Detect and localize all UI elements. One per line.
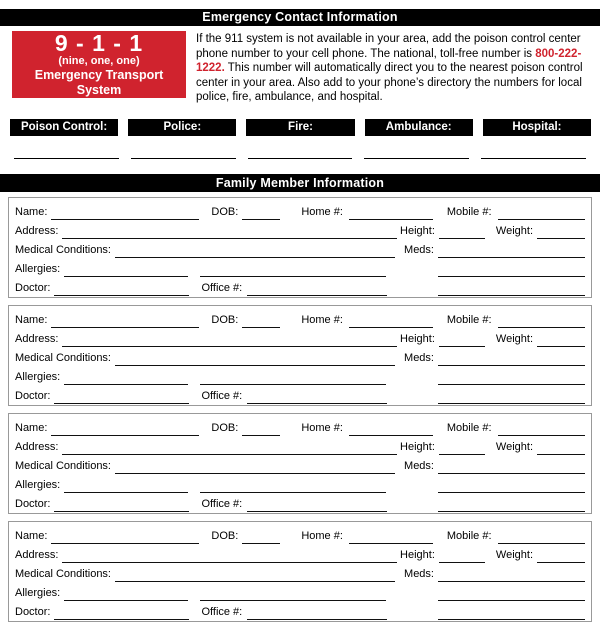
row-spacer [386, 584, 438, 603]
dob-label: DOB: [211, 313, 239, 326]
allergies-label: Allergies: [15, 370, 61, 383]
dob-label: DOB: [211, 529, 239, 542]
weight-writein-line[interactable] [537, 454, 585, 455]
label-fire: Fire: [246, 119, 354, 136]
911-spelled-out: (nine, one, one) [58, 55, 140, 67]
allergies-writein-line-2[interactable] [200, 600, 386, 601]
meds-continuation-line-2[interactable] [438, 295, 585, 296]
dob-writein-line[interactable] [242, 219, 280, 220]
ambulance-writein-line[interactable] [364, 158, 469, 159]
meds-continuation-line-1[interactable] [438, 600, 585, 601]
home-phone-writein-line[interactable] [349, 327, 433, 328]
poison-control-writein-line[interactable] [14, 158, 119, 159]
family-member-box [8, 197, 592, 298]
meds-writein-line[interactable] [438, 257, 585, 258]
allergies-label: Allergies: [15, 586, 61, 599]
member-row-medical [15, 457, 585, 476]
intro-text-before: If the 911 system is not available in your area, add the poison control center phone number to your cell phone. The national, toll-free number is [196, 33, 581, 60]
office-phone-label: Office #: [201, 497, 243, 510]
allergies-writein-line[interactable] [64, 600, 188, 601]
meds-continuation-line-2[interactable] [438, 511, 585, 512]
member-row-allergies [15, 368, 585, 387]
address-writein-line[interactable] [62, 238, 397, 239]
doctor-writein-line[interactable] [54, 619, 189, 620]
weight-writein-line[interactable] [537, 562, 585, 563]
allergies-writein-line-2[interactable] [200, 384, 386, 385]
family-member-header-bar [0, 174, 600, 192]
name-writein-line[interactable] [51, 543, 199, 544]
allergies-writein-line-2[interactable] [200, 492, 386, 493]
home-phone-label: Home #: [301, 313, 343, 326]
meds-writein-line[interactable] [438, 473, 585, 474]
home-phone-label: Home #: [301, 529, 343, 542]
medical-conditions-label: Medical Conditions: [15, 567, 111, 580]
medical-conditions-writein-line[interactable] [115, 581, 395, 582]
doctor-label: Doctor: [15, 605, 51, 618]
meds-label: Meds: [404, 567, 434, 580]
office-phone-writein-line[interactable] [247, 403, 387, 404]
name-label: Name: [15, 529, 48, 542]
doctor-label: Doctor: [15, 281, 51, 294]
meds-continuation-line-1[interactable] [438, 384, 585, 385]
height-label: Height: [400, 224, 435, 237]
intro-text-after: This number will automatically direct you to the nearest poison control center in your area. Also add to your phone’s directory the numbers for local police, fire, ambulance, and hospital. [196, 62, 583, 104]
doctor-writein-line[interactable] [54, 403, 189, 404]
family-member-box [8, 413, 592, 514]
weight-label: Weight: [495, 332, 533, 345]
member-row-doctor [15, 279, 585, 298]
family-member-box [8, 305, 592, 406]
allergies-writein-line-2[interactable] [200, 276, 386, 277]
member-row-allergies [15, 476, 585, 495]
height-writein-line[interactable] [439, 346, 485, 347]
member-row-name [15, 419, 585, 438]
mobile-phone-writein-line[interactable] [498, 219, 585, 220]
office-phone-label: Office #: [201, 281, 243, 294]
dob-label: DOB: [211, 205, 239, 218]
address-label: Address: [15, 224, 59, 237]
label-ambulance: Ambulance: [365, 119, 473, 136]
office-phone-writein-line[interactable] [247, 511, 387, 512]
mobile-phone-label: Mobile #: [446, 313, 492, 326]
meds-writein-line[interactable] [438, 365, 585, 366]
doctor-writein-line[interactable] [54, 511, 189, 512]
family-member-sections [0, 197, 600, 622]
name-label: Name: [15, 205, 48, 218]
member-row-medical [15, 565, 585, 584]
member-row-address [15, 330, 585, 349]
emergency-contacts-label-row [0, 119, 600, 136]
name-label: Name: [15, 421, 48, 434]
height-label: Height: [400, 440, 435, 453]
home-phone-writein-line[interactable] [349, 543, 433, 544]
row-spacer [387, 387, 438, 406]
emergency-contact-header-bar [0, 9, 600, 26]
allergies-writein-line[interactable] [64, 492, 188, 493]
dob-label: DOB: [211, 421, 239, 434]
allergies-writein-line[interactable] [64, 384, 188, 385]
dob-writein-line[interactable] [242, 543, 280, 544]
home-phone-label: Home #: [301, 205, 343, 218]
height-label: Height: [400, 332, 435, 345]
mobile-phone-writein-line[interactable] [498, 435, 585, 436]
member-row-address [15, 546, 585, 565]
meds-continuation-line-2[interactable] [438, 619, 585, 620]
height-label: Height: [400, 548, 435, 561]
name-writein-line[interactable] [51, 435, 199, 436]
name-label: Name: [15, 313, 48, 326]
doctor-label: Doctor: [15, 497, 51, 510]
meds-label: Meds: [404, 459, 434, 472]
member-row-allergies [15, 260, 585, 279]
member-row-name [15, 203, 585, 222]
allergies-label: Allergies: [15, 478, 61, 491]
address-writein-line[interactable] [62, 346, 397, 347]
intro-section [0, 31, 600, 105]
medical-conditions-writein-line[interactable] [115, 257, 395, 258]
allergies-writein-line[interactable] [64, 276, 188, 277]
medical-conditions-writein-line[interactable] [115, 365, 395, 366]
office-phone-label: Office #: [201, 389, 243, 402]
label-police: Police: [128, 119, 236, 136]
address-writein-line[interactable] [62, 562, 397, 563]
meds-continuation-line-1[interactable] [438, 276, 585, 277]
meds-label: Meds: [404, 351, 434, 364]
meds-continuation-line-1[interactable] [438, 492, 585, 493]
address-writein-line[interactable] [62, 454, 397, 455]
weight-label: Weight: [495, 224, 533, 237]
label-poison-control: Poison Control: [10, 119, 118, 136]
meds-writein-line[interactable] [438, 581, 585, 582]
medical-conditions-label: Medical Conditions: [15, 243, 111, 256]
dob-writein-line[interactable] [242, 327, 280, 328]
medical-conditions-writein-line[interactable] [115, 473, 395, 474]
member-row-allergies [15, 584, 585, 603]
allergies-label: Allergies: [15, 262, 61, 275]
911-caption: Emergency Transport System [34, 68, 164, 97]
member-row-doctor [15, 387, 585, 406]
mobile-phone-label: Mobile #: [446, 421, 492, 434]
home-phone-label: Home #: [301, 421, 343, 434]
row-spacer [387, 603, 438, 622]
meds-label: Meds: [404, 243, 434, 256]
emergency-contact-title: Emergency Contact Information [202, 10, 398, 24]
police-writein-line[interactable] [131, 158, 236, 159]
row-spacer [386, 260, 438, 279]
home-phone-writein-line[interactable] [349, 435, 433, 436]
row-spacer [387, 495, 438, 514]
fire-writein-line[interactable] [248, 158, 353, 159]
name-writein-line[interactable] [51, 219, 199, 220]
weight-writein-line[interactable] [537, 346, 585, 347]
weight-writein-line[interactable] [537, 238, 585, 239]
doctor-writein-line[interactable] [54, 295, 189, 296]
height-writein-line[interactable] [439, 238, 485, 239]
medical-conditions-label: Medical Conditions: [15, 459, 111, 472]
height-writein-line[interactable] [439, 562, 485, 563]
home-phone-writein-line[interactable] [349, 219, 433, 220]
height-writein-line[interactable] [439, 454, 485, 455]
mobile-phone-label: Mobile #: [446, 205, 492, 218]
911-number: 9 - 1 - 1 [54, 30, 144, 56]
office-phone-label: Office #: [201, 605, 243, 618]
address-label: Address: [15, 548, 59, 561]
intro-paragraph [196, 31, 588, 105]
member-row-address [15, 222, 585, 241]
family-member-title: Family Member Information [215, 175, 385, 190]
dob-writein-line[interactable] [242, 435, 280, 436]
member-row-address [15, 438, 585, 457]
doctor-label: Doctor: [15, 389, 51, 402]
name-writein-line[interactable] [51, 327, 199, 328]
family-member-box [8, 521, 592, 622]
row-spacer [386, 476, 438, 495]
medical-conditions-label: Medical Conditions: [15, 351, 111, 364]
mobile-phone-writein-line[interactable] [498, 327, 585, 328]
meds-continuation-line-2[interactable] [438, 403, 585, 404]
911-callout-box [12, 31, 186, 98]
address-label: Address: [15, 332, 59, 345]
mobile-phone-label: Mobile #: [446, 529, 492, 542]
row-spacer [387, 279, 438, 298]
row-spacer [386, 368, 438, 387]
member-row-medical [15, 349, 585, 368]
member-row-medical [15, 241, 585, 260]
mobile-phone-writein-line[interactable] [498, 543, 585, 544]
address-label: Address: [15, 440, 59, 453]
weight-label: Weight: [495, 548, 533, 561]
office-phone-writein-line[interactable] [247, 619, 387, 620]
member-row-name [15, 311, 585, 330]
member-row-doctor [15, 495, 585, 514]
office-phone-writein-line[interactable] [247, 295, 387, 296]
member-row-name [15, 527, 585, 546]
hospital-writein-line[interactable] [481, 158, 586, 159]
label-hospital: Hospital: [483, 119, 591, 136]
weight-label: Weight: [495, 440, 533, 453]
poison-control-phone-number: 800-222-1222. [196, 47, 582, 75]
member-row-doctor [15, 603, 585, 622]
emergency-contacts-writein-row [0, 158, 600, 159]
